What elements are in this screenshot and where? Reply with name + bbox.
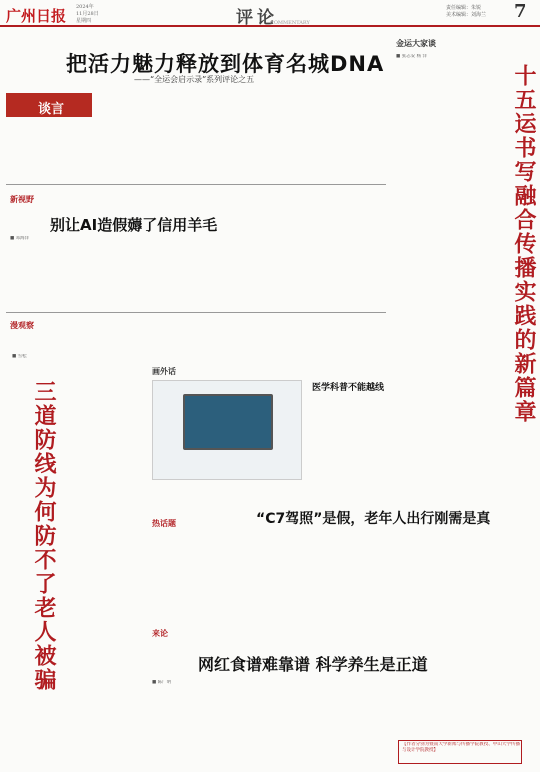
cartoon-header: 画外话 — [152, 366, 176, 376]
ai-article-headline: 别让AI造假薅了信用羊毛 — [50, 216, 218, 234]
right-column-vertical-title: 十五运书写融合传播实践的新篇章 — [511, 64, 537, 424]
page-number: 7 — [514, 1, 527, 22]
food-article-author: ■ 陈广明 — [152, 680, 172, 685]
lead-article-body-col2 — [98, 92, 190, 172]
right-column-caption: 【作者分别为暨南大学新闻与传播学院教授、中山大学传播与设计学院教授】 — [402, 742, 520, 754]
elderly-article-tag: 漫观察 — [10, 320, 34, 330]
cartoon-title: 医学科普不能越线 — [312, 383, 385, 393]
lead-article-body-col3 — [196, 92, 288, 172]
ai-article-author: ■ 邓海洋 — [10, 236, 30, 241]
section-title: 评论 — [236, 8, 278, 28]
lead-article-body-col1 — [6, 122, 92, 172]
lead-article-body-col4 — [294, 92, 386, 172]
right-column-tag: 金运大家谈 — [396, 38, 436, 48]
date-block: 2024年 11月28日 星期四 — [76, 4, 99, 24]
food-article-tag: 来论 — [152, 628, 168, 638]
elderly-article-headline: 三道防线为何防不了老人被骗 — [31, 380, 57, 692]
section-subtitle: COMMENTARY — [270, 20, 310, 26]
elderly-article-author: ■ 雪松 — [12, 354, 27, 359]
food-article-headline: 网红食谱难靠谱 科学养生是正道 — [198, 655, 428, 674]
care-article-headline: “C7驾照”是假，老年人出行刚需是真 — [256, 511, 491, 527]
editor-info: 责任编辑：朱锐 美术编辑：刘海兰 — [446, 5, 487, 18]
divider-line — [6, 312, 386, 313]
newspaper-logo: 广州日报 — [6, 7, 67, 25]
right-column-author: ■ 张志安 杨 洋 — [396, 54, 428, 59]
divider-line — [6, 184, 386, 185]
care-article-tag: 热话题 — [152, 518, 176, 528]
lead-article-headline: 把活力魅力释放到体育名城DNA — [66, 52, 385, 76]
ai-article-tag: 新视野 — [10, 194, 34, 204]
banner-label: 谈言 — [38, 102, 65, 117]
cartoon-screen — [183, 394, 273, 450]
masthead — [0, 0, 540, 27]
lead-article-subhead: ——“全运会启示录”系列评论之五 — [134, 75, 255, 84]
